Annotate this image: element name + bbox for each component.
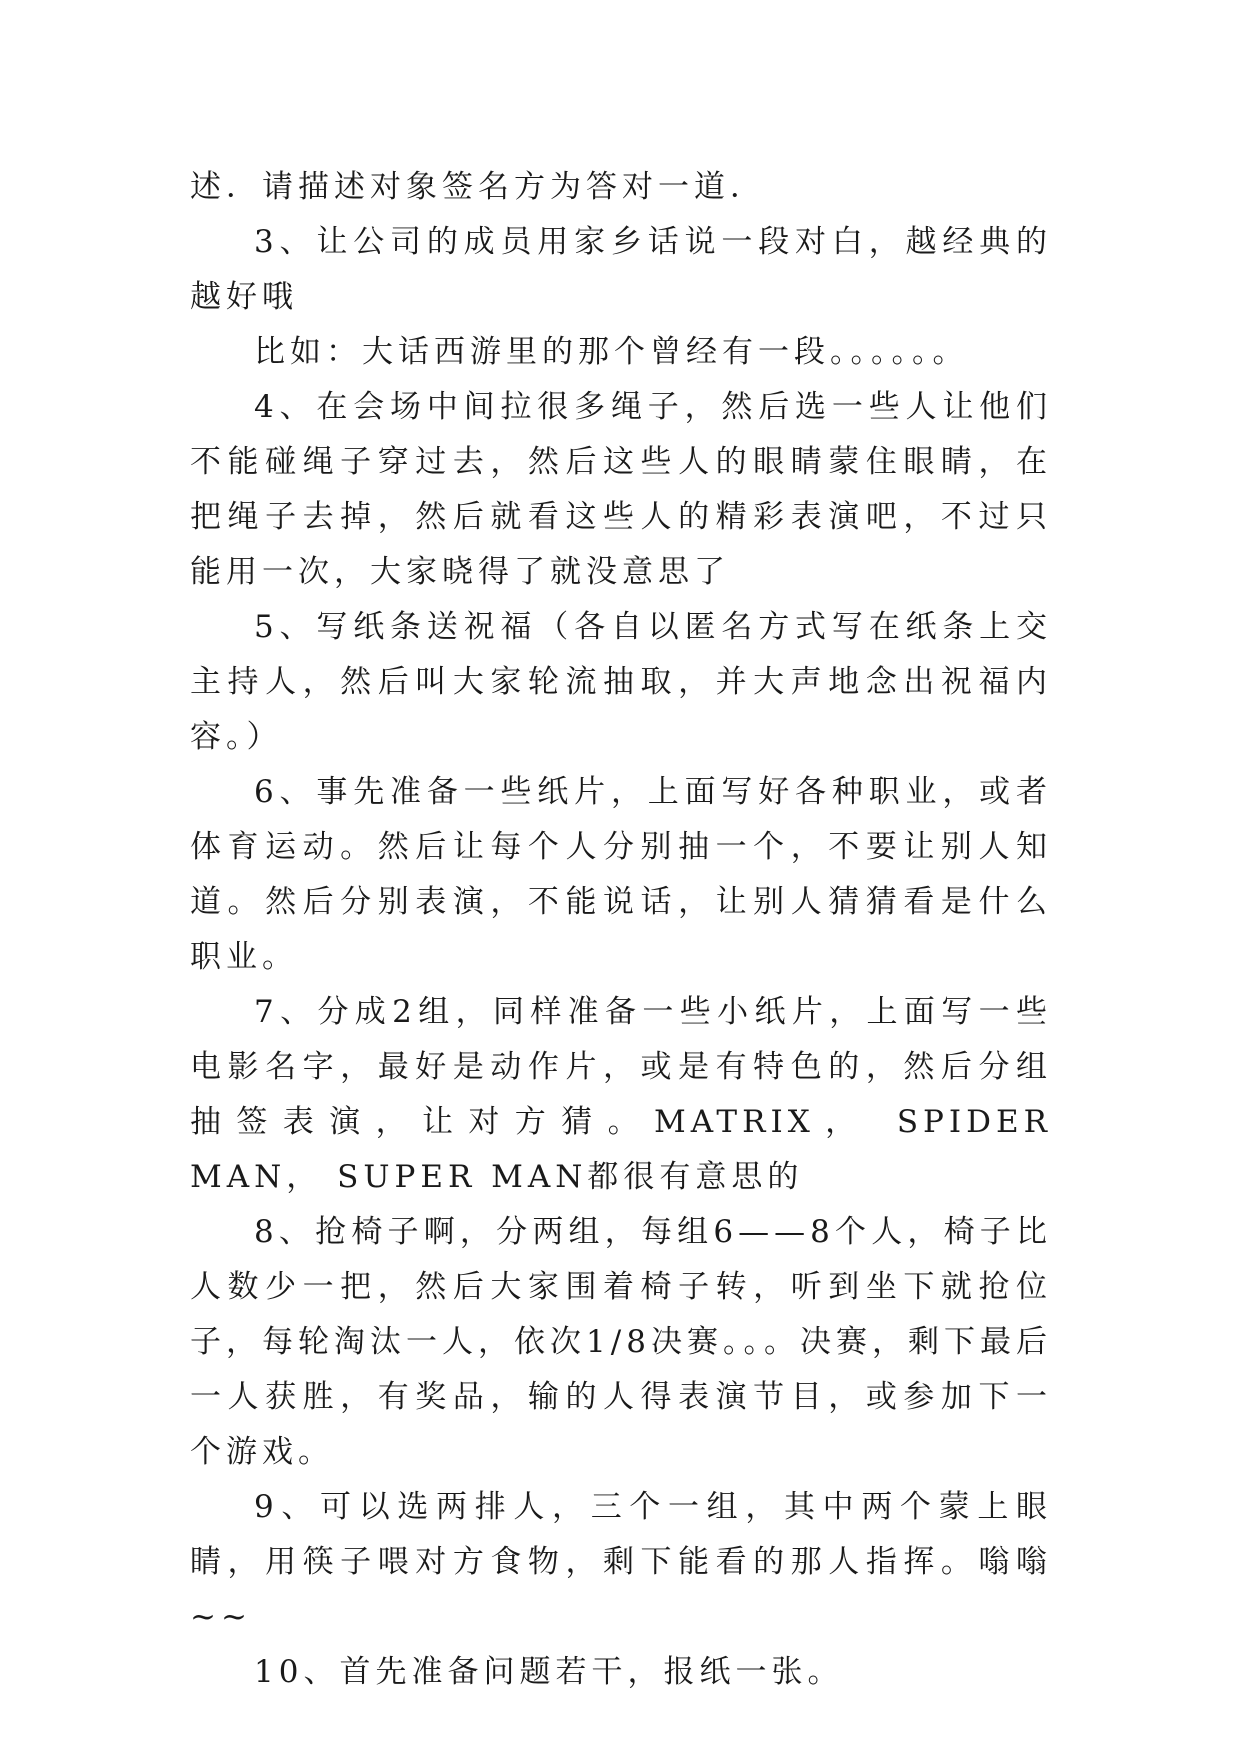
paragraph-item-3: 3、让公司的成员用家乡话说一段对白，越经典的越好哦 xyxy=(190,224,1052,315)
paragraph-item-10: 10、首先准备问题若干，报纸一张。 xyxy=(254,1654,844,1690)
paragraph-item-4: 4、在会场中间拉很多绳子，然后选一些人让他们不能碰绳子穿过去，然后这些人的眼睛蒙住眼睛，在把绳子去掉，然后就看这些人的精彩表演吧，不过只能用一次，大家晓得了就没意思了 xyxy=(190,389,1052,590)
paragraph-item-8: 8、抢椅子啊，分两组，每组6——8个人，椅子比人数少一把，然后大家围着椅子转，听到坐下就抢位子，每轮淘汰一人，依次1/8决赛。。。决赛，剩下最后一人获胜，有奖品，输的人得表演节目，或参加下一个游戏。 xyxy=(190,1214,1052,1470)
paragraph-item-9: 9、可以选两排人，三个一组，其中两个蒙上眼睛，用筷子喂对方食物，剩下能看的那人指挥。嗡嗡~~ xyxy=(190,1489,1052,1635)
document-body xyxy=(190,160,1052,1700)
paragraph-item-6: 6、事先准备一些纸片，上面写好各种职业，或者体育运动。然后让每个人分别抽一个，不要让别人知道。然后分别表演，不能说话，让别人猜猜看是什么职业。 xyxy=(190,774,1052,975)
paragraph-item-5: 5、写纸条送祝福（各自以匿名方式写在纸条上交主持人，然后叫大家轮流抽取，并大声地念出祝福内容。） xyxy=(190,609,1052,755)
paragraph-example: 比如：大话西游里的那个曾经有一段。。。。。。 xyxy=(254,334,969,370)
paragraph-continuation: 述．请描述对象签名方为答对一道． xyxy=(190,169,766,205)
paragraph-item-7: 7、分成2组，同样准备一些小纸片，上面写一些电影名字，最好是动作片，或是有特色的，然后分组抽签表演，让对方猜。MATRIX， SPIDER MAN， SUPER MAN都很有意思的 xyxy=(190,994,1052,1195)
